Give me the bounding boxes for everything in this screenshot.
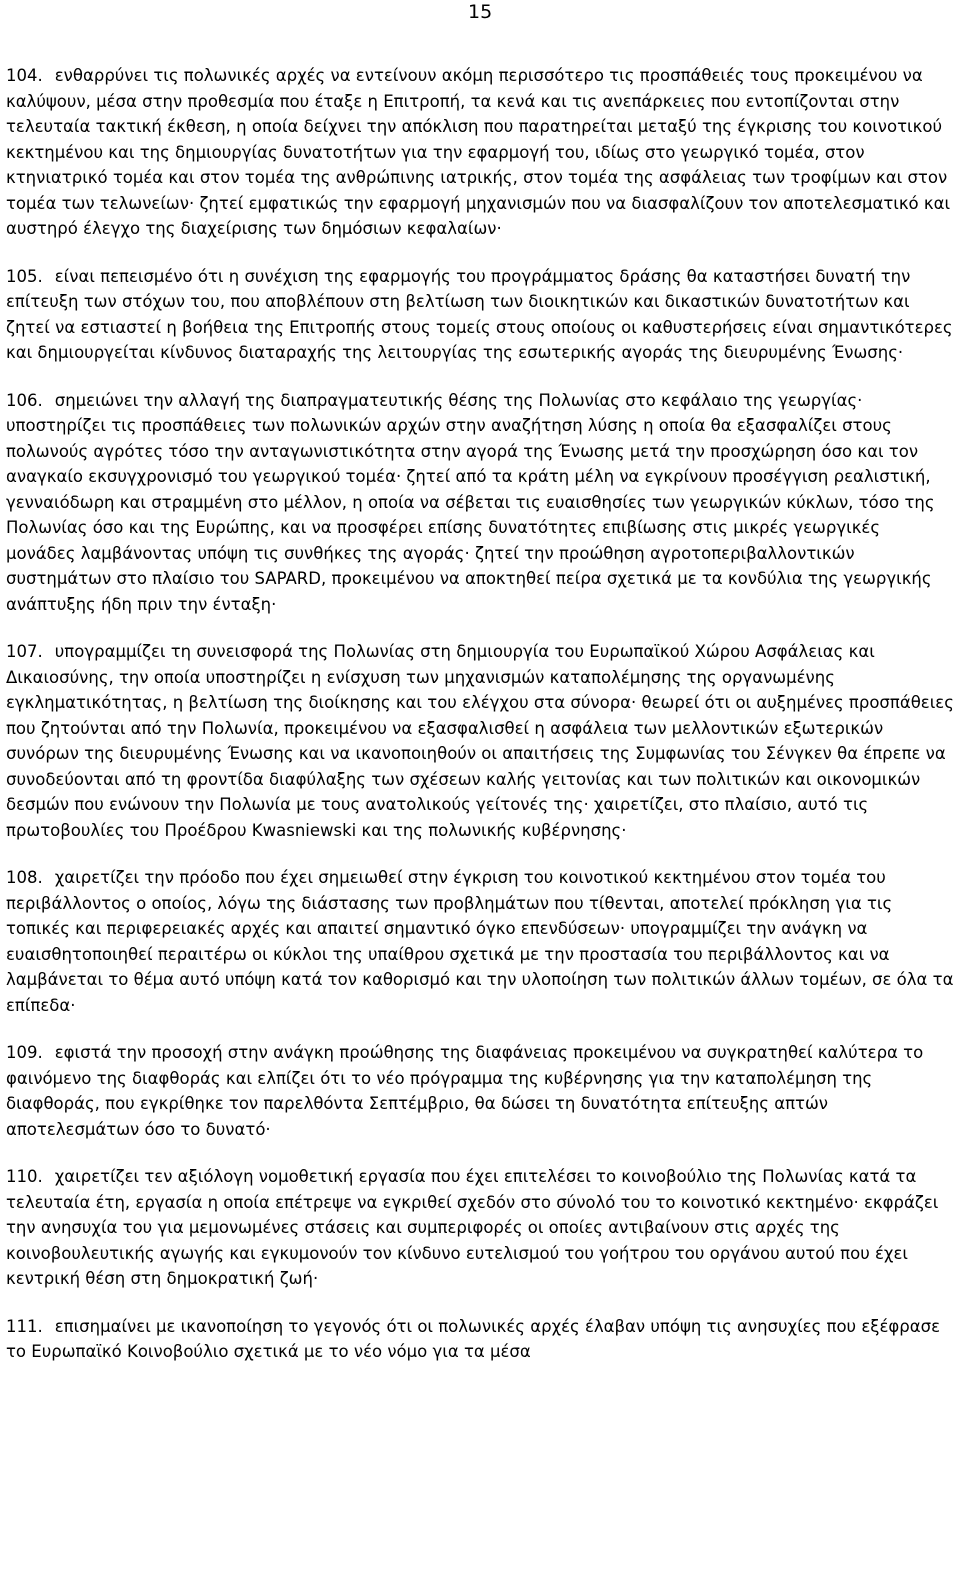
document-body (6, 63, 954, 1387)
paragraph-text: σημειώνει την αλλαγή της διαπραγματευτικής θέσης της Πολωνίας στο κεφάλαιο της γεωργίας· υποστηρίζει τις προσπάθειες των πολωνικών αρχών στην αναζήτηση λύσης η οποία θα εξασφαλίζει στους πολωνούς αγρότες τόσο την ανταγωνιστικότητα στην αγορά της Ένωσης μετά την προσχώρηση όσο και τον αναγκαίο εκσυγχρονισμό του γεωργικού τομέα· ζητεί από τα κράτη μέλη να εγκρίνουν προσέγγιση ρεαλιστική, γενναιόδωρη και στραμμένη στο μέλλον, η οποία να σέβεται τις ευαισθησίες των γεωργικών κύκλων, τόσο της Πολωνίας όσο και της Ευρώπης, και να προσφέρει επίσης δυνατότητες επιβίωσης στις μικρές γεωργικές μονάδες λαμβάνοντας υπόψη τις συνθήκες της αγοράς· ζητεί την προώθηση αγροτοπεριβαλλοντικών συστημάτων στο πλαίσιο του SAPARD, προκειμένου να αποκτηθεί πείρα σχετικά με τα κονδύλια της γεωργικής ανάπτυξης ήδη πριν την ένταξη· (6, 390, 935, 614)
paragraph-number: 109. (6, 1043, 43, 1062)
paragraph-number: 107. (6, 642, 43, 661)
paragraph-number: 108. (6, 868, 43, 887)
paragraph-number: 105. (6, 266, 43, 286)
paragraph-number: 104. (6, 66, 43, 85)
paragraph-109 (6, 1040, 954, 1142)
paragraph-107 (6, 639, 954, 843)
paragraph-106 (6, 388, 954, 618)
paragraph-text: είναι πεπεισμένο ότι η συνέχιση της εφαρμογής του προγράμματος δράσης θα καταστήσει δυνατή την επίτευξη των στόχων του, που αποβλέπουν στη βελτίωση των διοικητικών και δικαστικών δυνατοτήτων και ζητεί να εστιαστεί η βοήθεια της Επιτροπής στους τομείς στους οποίους οι καθυστερήσεις είναι σημαντικότερες και δημιουργείται κίνδυνος διαταραχής της λειτουργίας της εσωτερικής αγοράς της διευρυμένης Ένωσης· (6, 266, 953, 362)
paragraph-text: ενθαρρύνει τις πολωνικές αρχές να εντείνουν ακόμη περισσότερο τις προσπάθειές τους προκειμένου να καλύψουν, μέσα στην προθεσμία που έταξε η Επιτροπή, τα κενά και τις ανεπάρκειες που εντοπίζονται στην τελευταία τακτική έκθεση, η οποία δείχνει την απόκλιση που παρατηρείται μεταξύ της έγκρισης του κοινοτικού κεκτημένου και της δημιουργίας δυνατοτήτων για την εφαρμογή του, ιδίως στο γεωργικό τομέα, στον κτηνιατρικό τομέα και στον τομέα της ανθρώπινης ιατρικής, στον τομέα της ασφάλειας των τροφίμων και στον τομέα των τελωνείων· ζητεί εμφατικώς την εφαρμογή μηχανισμών που να διασφαλίζουν τον αποτελεσματικό και αυστηρό έλεγχο της διαχείρισης των δημόσιων κεφαλαίων· (6, 66, 951, 238)
paragraph-110 (6, 1164, 954, 1292)
paragraph-number: 111. (6, 1316, 43, 1336)
paragraph-text: χαιρετίζει την πρόοδο που έχει σημειωθεί στην έγκριση του κοινοτικού κεκτημένου στον τομέα του περιβάλλοντος ο οποίος, λόγω της διάστασης των προβλημάτων που τίθενται, αποτελεί πρόκληση για τις τοπικές και περιφερειακές αρχές και απαιτεί σημαντικό όγκο επενδύσεων· υπογραμμίζει την ανάγκη να ευαισθητοποιηθεί περαιτέρω οι κύκλοι της υπαίθρου σχετικά με την προστασία του περιβάλλοντος και να λαμβάνεται το θέμα αυτό υπόψη κατά τον καθορισμό και την υλοποίηση των πολιτικών άλλων τομέων, σε όλα τα επίπεδα· (6, 868, 954, 1015)
paragraph-text: χαιρετίζει τεν αξιόλογη νομοθετική εργασία που έχει επιτελέσει το κοινοβούλιο της Πολωνίας κατά τα τελευταία έτη, εργασία η οποία επέτρεψε να εγκριθεί σχεδόν στο σύνολό του το κοινοτικό κεκτημένο· εκφράζει την ανησυχία του για μεμονωμένες στάσεις και συμπεριφορές οι οποίες αντιβαίνουν στις αρχές της κοινοβουλευτικής αγωγής και εγκυμονούν τον κίνδυνο ευτελισμού του γοήτρου του οργάνου αυτού που έχει κεντρική θέση στη δημοκρατική ζωή· (6, 1167, 939, 1288)
page-number: 15 (468, 1, 493, 23)
paragraph-text: υπογραμμίζει τη συνεισφορά της Πολωνίας στη δημιουργία του Ευρωπαϊκού Χώρου Ασφάλειας και Δικαιοσύνης, την οποία υποστηρίζει η ενίσχυση των μηχανισμών καταπολέμησης της οργανωμένης εγκληματικότητας, η βελτίωση της διοίκησης και του ελέγχου στα σύνορα· θεωρεί ότι οι αυξημένες προσπάθειες που ζητούνται από την Πολωνία, προκειμένου να εξασφαλισθεί η ασφάλεια των μελλοντικών εξωτερικών συνόρων της διευρυμένης Ένωσης και να ικανοποιηθούν οι απαιτήσεις της Συμφωνίας του Σένγκεν θα έπρεπε να συνοδεύονται από τη φροντίδα διαφύλαξης των σχέσεων καλής γειτονίας και των πολιτικών και οικονομικών δεσμών που ενώνουν την Πολωνία με τους ανατολικούς γείτονές της· χαιρετίζει, στο πλαίσιο, αυτό τις πρωτοβουλίες του Προέδρου Kwasniewski και της πολωνικής κυβέρνησης· (6, 642, 954, 840)
paragraph-108 (6, 865, 954, 1018)
paragraph-number: 110. (6, 1167, 43, 1186)
paragraph-text: εφιστά την προσοχή στην ανάγκη προώθησης της διαφάνειας προκειμένου να συγκρατηθεί καλύτερα το φαινόμενο της διαφθοράς και ελπίζει ότι το νέο πρόγραμμα της κυβέρνησης για την καταπολέμηση της διαφθοράς, που εγκρίθηκε τον παρελθόντα Σεπτέμβριο, θα δώσει τη δυνατότητα επίτευξης απτών αποτελεσμάτων όσο το δυνατό· (6, 1043, 924, 1139)
paragraph-111 (6, 1314, 954, 1365)
paragraph-104 (6, 63, 954, 242)
paragraph-number: 106. (6, 390, 43, 410)
paragraph-text: επισημαίνει με ικανοποίηση το γεγονός ότι οι πολωνικές αρχές έλαβαν υπόψη τις ανησυχίες που εξέφρασε το Ευρωπαϊκό Κοινοβούλιο σχετικά με το νέο νόμο για τα μέσα (6, 1316, 940, 1361)
paragraph-105 (6, 264, 954, 366)
